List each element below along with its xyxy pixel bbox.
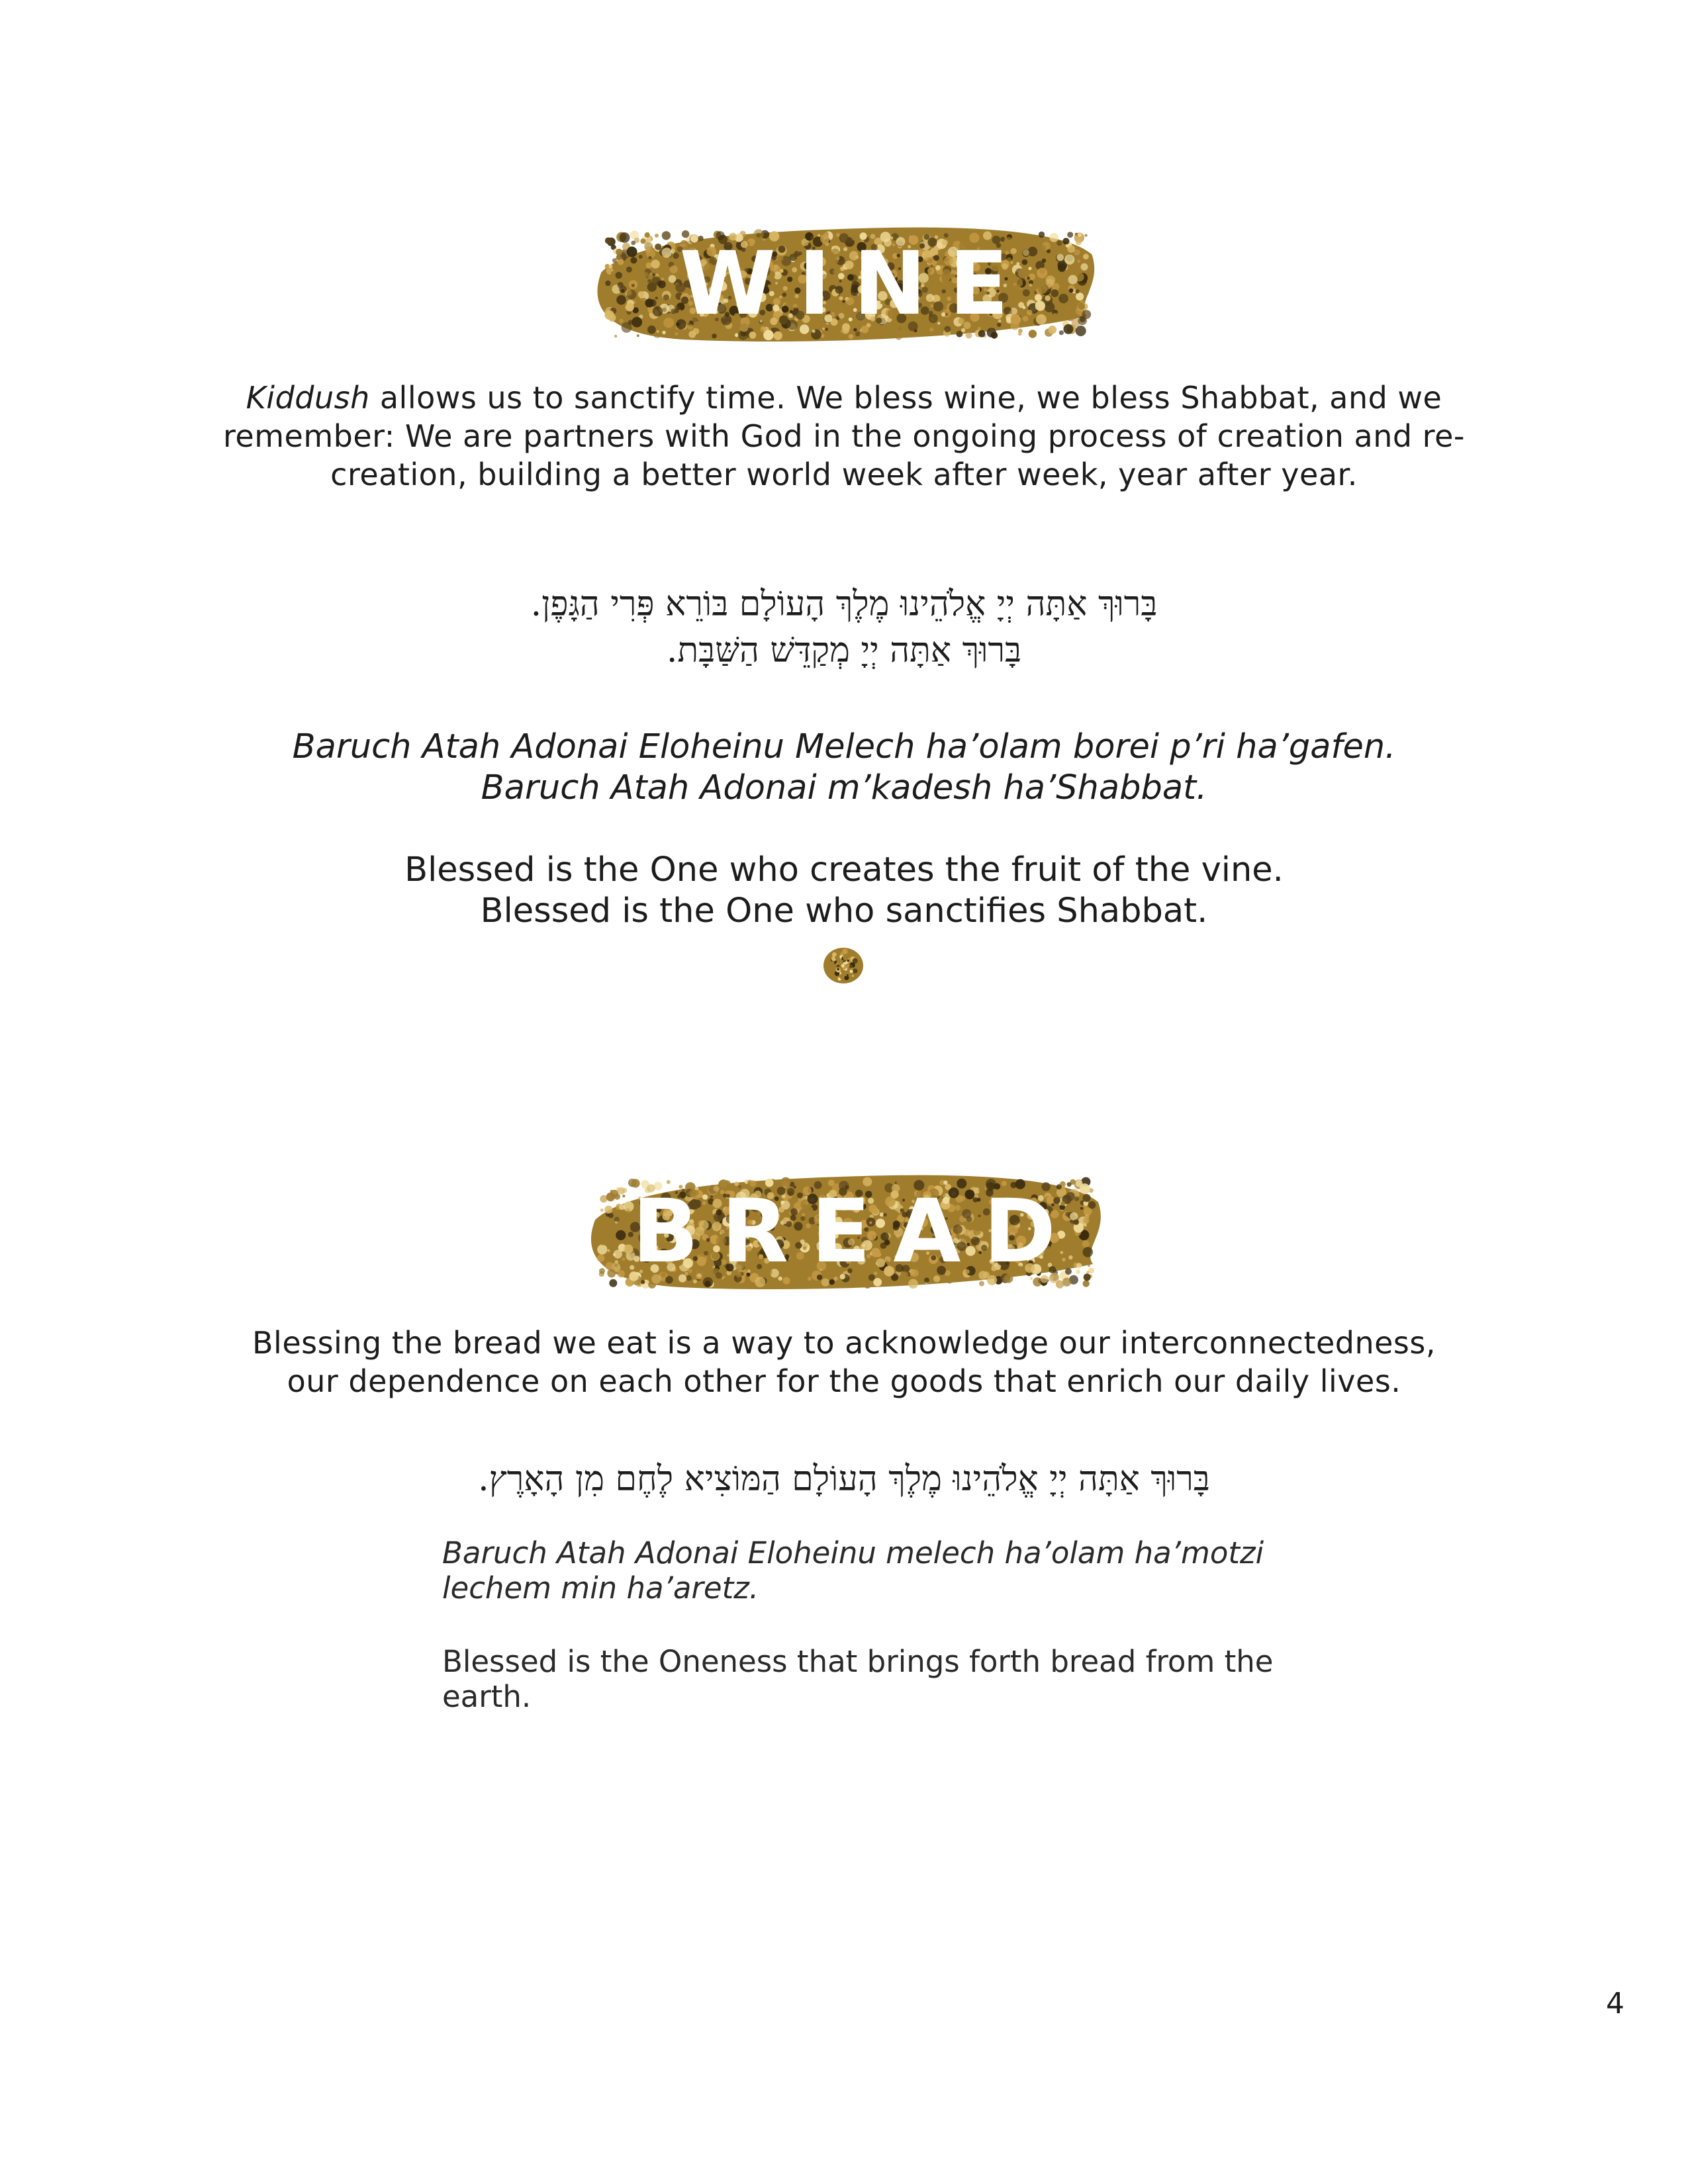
bread-transliteration <box>442 1535 1276 1606</box>
wine-intro-line-1-rest: allows us to sanctify time. We bless wine, we bless Shabbat, and we <box>369 380 1442 416</box>
bread-title: BREAD <box>632 1181 1079 1283</box>
bread-translation-line-2: earth. <box>442 1679 532 1714</box>
wine-intro-line-3: creation, building a better world week after week, year after year. <box>330 457 1358 492</box>
kiddush-emphasis: Kiddush <box>246 380 370 416</box>
wine-title: WINE <box>679 233 1031 335</box>
wine-translit-line-2: Baruch Atah Adonai m’kadesh ha’Shabbat. <box>481 768 1207 807</box>
bread-translit-line-1: Baruch Atah Adonai Eloheinu melech ha’olam ha’motzi <box>442 1535 1264 1570</box>
wine-transliteration <box>0 727 1688 809</box>
wine-intro-line-2: remember: We are partners with God in the ongoing process of creation and re- <box>223 418 1465 454</box>
page-number: 4 <box>1606 1987 1624 2021</box>
wine-intro <box>0 379 1688 494</box>
wine-hebrew-line-2: בָּרוּךְ אַתָּה יְיָ מְקַדֵּשׁ הַשַּׁבָּת. <box>666 631 1022 670</box>
bread-translit-line-2: lechem min ha’aretz. <box>442 1570 759 1606</box>
wine-translation-line-1: Blessed is the One who creates the fruit of the vine. <box>404 850 1284 889</box>
wine-translation <box>0 850 1688 932</box>
bread-hebrew-line-1: בָּרוּךְ אַתָּה יְיָ אֱלֹהֵינוּ מֶלֶךְ הָעוֹלָם הַמּוֹצִיא לֶחֶם מִן הָאָרֶץ. <box>478 1459 1210 1499</box>
wine-hebrew-line-1: בָּרוּךְ אַתָּה יְיָ אֱלֹהֵינוּ מֶלֶךְ הָעוֹלָם בּוֹרֵא פְּרִי הַגָּפֶן. <box>530 584 1158 624</box>
bread-translation <box>442 1644 1276 1714</box>
wine-translation-line-2: Blessed is the One who sanctifies Shabbat. <box>480 891 1208 931</box>
wine-intro-line-1 <box>0 379 1688 417</box>
bread-intro-line-2: our dependence on each other for the goods that enrich our daily lives. <box>287 1363 1401 1399</box>
wine-translit-line-1: Baruch Atah Adonai Eloheinu Melech ha’olam borei p’ri ha’gafen. <box>292 727 1396 766</box>
bread-banner <box>579 1158 1109 1305</box>
wine-banner <box>586 210 1102 357</box>
bread-hebrew-blessing <box>0 1456 1688 1502</box>
bread-translation-line-1: Blessed is the Oneness that brings forth bread from the <box>442 1644 1274 1679</box>
bread-intro-line-1: Blessing the bread we eat is a way to acknowledge our interconnectedness, <box>252 1325 1436 1361</box>
bread-intro <box>0 1324 1688 1400</box>
gold-dot-ornament <box>820 945 867 989</box>
wine-hebrew-blessing <box>0 581 1688 674</box>
gold-glitter-dot <box>820 945 867 986</box>
